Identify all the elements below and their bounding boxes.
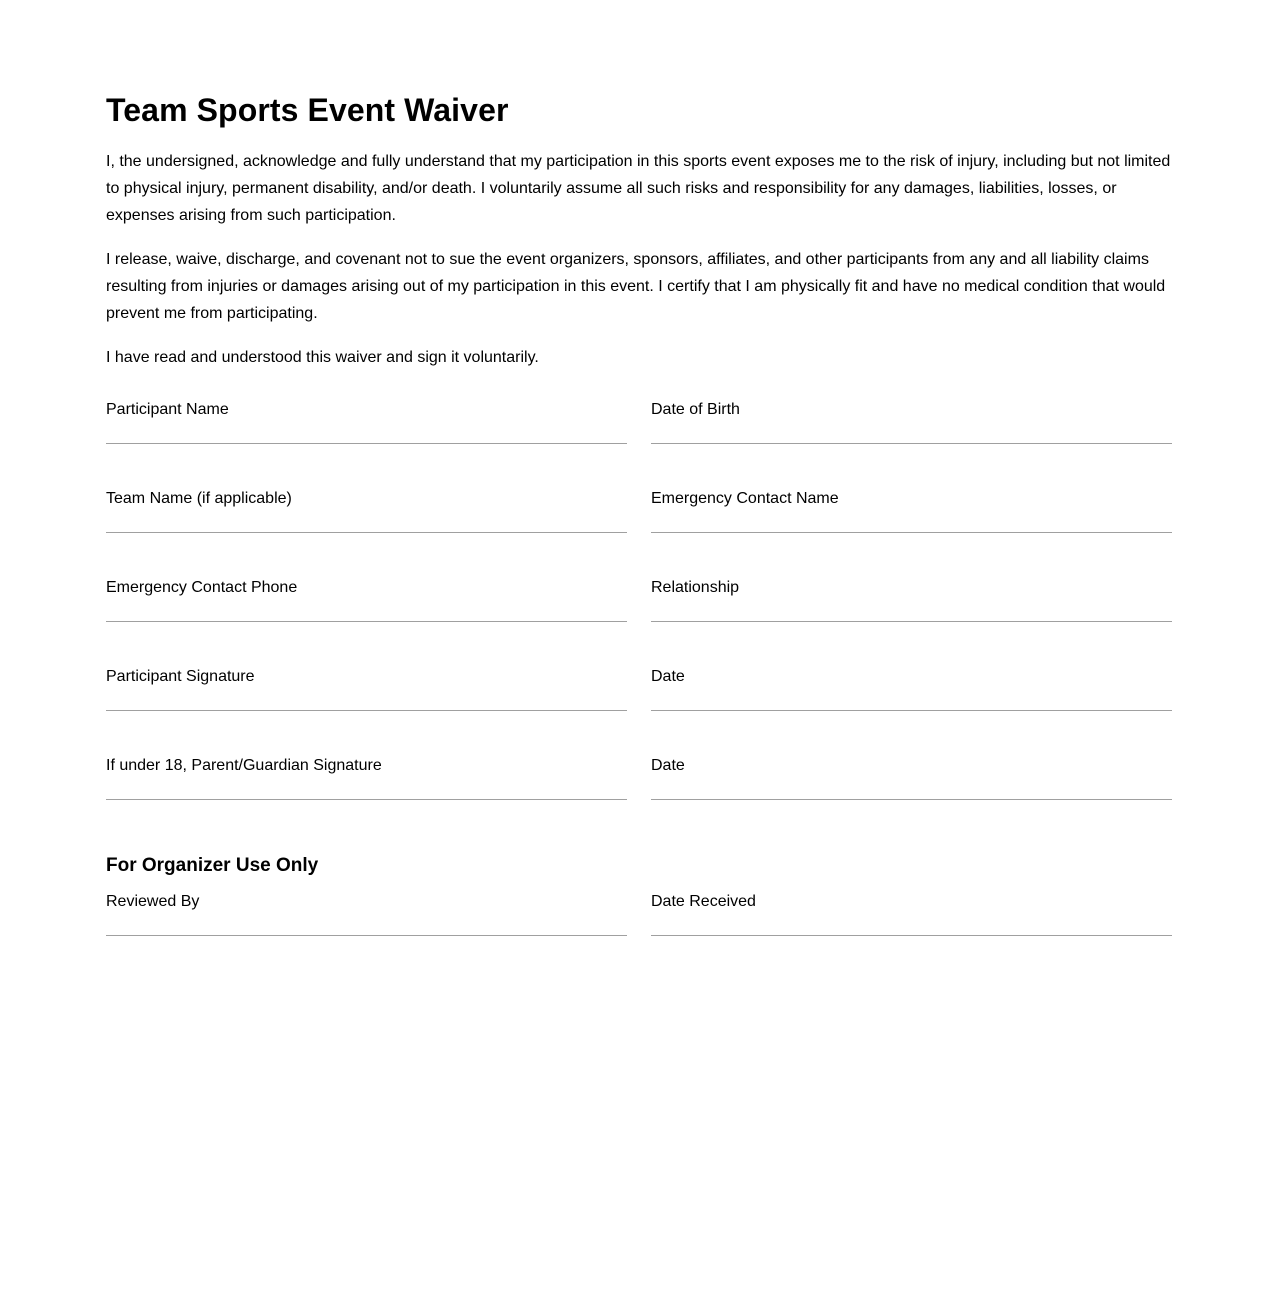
team-name-field[interactable] [106,487,627,533]
reviewed-by-field[interactable] [106,890,627,936]
relationship-label: Relationship [651,579,740,596]
guardian-signature-date-label: Date [651,757,685,774]
organizer-fields-grid [106,890,1172,936]
guardian-signature-field[interactable] [106,754,627,800]
participant-signature-date-label: Date [651,668,685,685]
date-of-birth-label: Date of Birth [651,401,740,418]
participant-signature-date-field[interactable] [651,665,1172,711]
relationship-field[interactable] [651,576,1172,622]
waiver-paragraph-release: I release, waive, discharge, and covenant not to sue the event organizers, sponsors, affiliates, and other participants from any and all liability claims resulting from injuries or damages arising out of my participation in this event. I certify that I am physically fit and have no medical condition that would prevent me from participating. [106,251,1166,322]
waiver-paragraph-acknowledgement: I have read and understood this waiver and sign it voluntarily. [106,349,539,366]
participant-fields-grid [106,398,1172,800]
participant-signature-label: Participant Signature [106,668,255,685]
emergency-contact-name-label: Emergency Contact Name [651,490,839,507]
emergency-contact-name-field[interactable] [651,487,1172,533]
participant-name-field[interactable] [106,398,627,444]
waiver-content [106,88,1172,936]
date-received-label: Date Received [651,893,756,910]
page-title: Team Sports Event Waiver [106,92,509,128]
guardian-signature-date-field[interactable] [651,754,1172,800]
date-of-birth-field[interactable] [651,398,1172,444]
waiver-paragraph-risk: I, the undersigned, acknowledge and fully understand that my participation in this sports event exposes me to the risk of injury, including but not limited to physical injury, permanent disability, and/or death. I voluntarily assume all such risks and responsibility for any damages, liabilities, losses, or expenses arising from such participation. [106,153,1171,224]
date-received-field[interactable] [651,890,1172,936]
guardian-signature-label: If under 18, Parent/Guardian Signature [106,757,382,774]
participant-signature-field[interactable] [106,665,627,711]
team-name-label: Team Name (if applicable) [106,490,292,507]
participant-name-label: Participant Name [106,401,229,418]
reviewed-by-label: Reviewed By [106,893,200,910]
organizer-section-heading: For Organizer Use Only [106,855,319,876]
emergency-contact-phone-field[interactable] [106,576,627,622]
emergency-contact-phone-label: Emergency Contact Phone [106,579,298,596]
